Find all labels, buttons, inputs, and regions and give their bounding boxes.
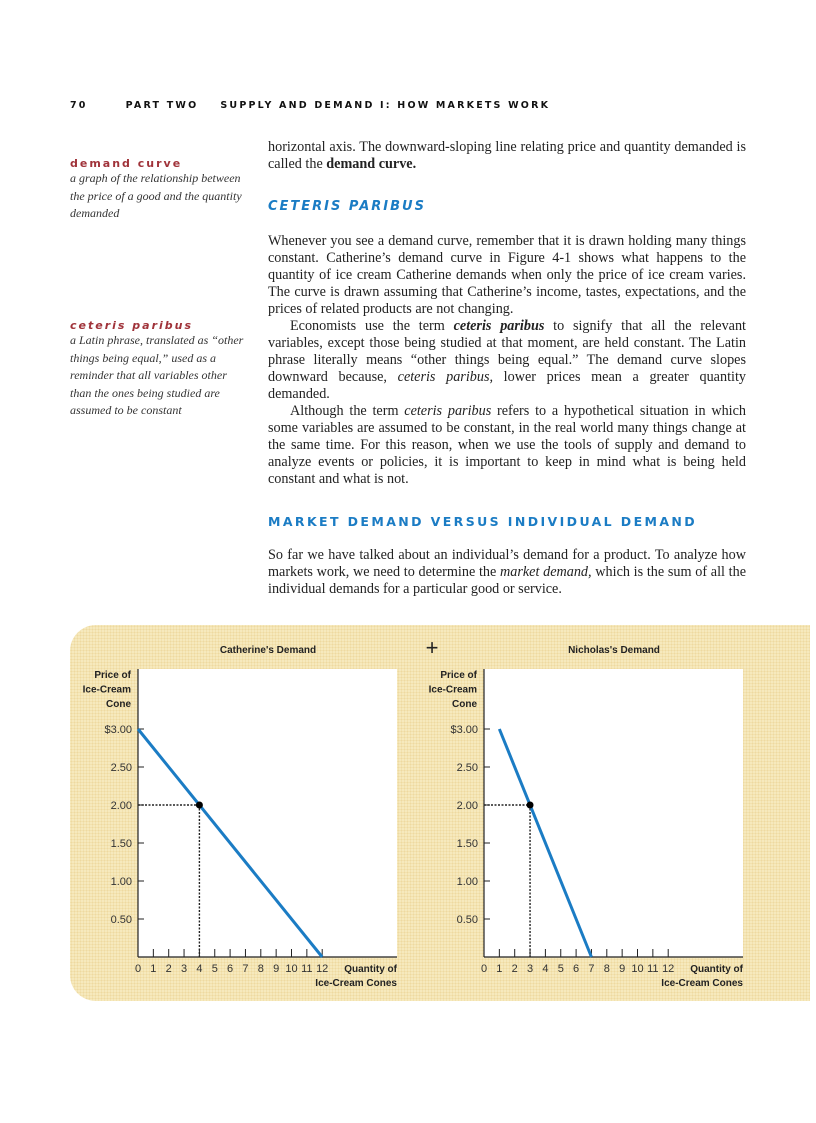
key-term: demand curve. — [326, 156, 417, 172]
x-tick-label: 2 — [511, 963, 518, 975]
margin-term: demand curve — [70, 157, 183, 170]
margin-note-ceteris-paribus — [70, 319, 250, 420]
x-tick-label: 1 — [496, 963, 503, 975]
x-tick-label: 11 — [301, 963, 313, 975]
x-tick-label: 5 — [557, 963, 564, 975]
y-axis-label: Cone — [452, 699, 477, 710]
x-tick-label: 10 — [285, 963, 298, 975]
x-tick-label: 11 — [647, 963, 659, 975]
text: Although the term — [290, 403, 405, 419]
emphasis: market demand, — [500, 564, 592, 580]
y-axis-label: Price of — [94, 670, 131, 681]
section-heading: MARKET DEMAND VERSUS INDIVIDUAL DEMAND — [268, 514, 698, 529]
highlight-point — [196, 802, 203, 809]
running-header — [70, 100, 550, 111]
y-axis-label: Price of — [440, 670, 477, 681]
text: So far we have talked about an individual’s demand for a product. To analyze how markets work, we need to determine the — [268, 547, 746, 580]
paragraph — [268, 318, 746, 403]
y-tick-label: 1.00 — [110, 876, 132, 888]
y-tick-label: 0.50 — [110, 914, 132, 926]
y-tick-label: $3.00 — [104, 724, 132, 736]
text: horizontal axis. The downward-sloping line relating price and quantity demanded is called the — [268, 139, 746, 172]
x-tick-label: 9 — [273, 963, 280, 975]
y-tick-label: 2.00 — [110, 800, 132, 812]
emphasis: ceteris paribus — [404, 403, 492, 419]
plot-area — [484, 669, 743, 957]
x-axis-label: Quantity of — [690, 964, 743, 975]
y-tick-label: 1.50 — [110, 838, 132, 850]
x-tick-label: 4 — [542, 963, 549, 975]
x-tick-label: 12 — [316, 963, 329, 975]
paragraph — [268, 139, 746, 173]
margin-definition: a graph of the relationship between the price of a good and the quantity demanded — [70, 171, 242, 220]
demand-charts — [70, 625, 810, 1001]
x-tick-label: 9 — [619, 963, 626, 975]
margin-note-demand-curve — [70, 157, 250, 223]
y-tick-label: 2.50 — [110, 762, 132, 774]
text: lower prices mean a greater quantity demanded. — [268, 369, 746, 402]
y-tick-label: $3.00 — [450, 724, 478, 736]
x-axis-label: Ice-Cream Cones — [315, 978, 397, 989]
y-tick-label: 0.50 — [456, 914, 478, 926]
text: which is the sum of all the individual demands for a particular good or service. — [268, 564, 746, 597]
plus-operator: + — [425, 635, 439, 660]
key-term: ceteris paribus — [453, 318, 545, 334]
text: to signify that all the relevant variables, except those being studied at that moment, are held constant. The Latin phrase literally means “other things being equal.” The demand curve slopes downward because, — [268, 318, 746, 385]
y-axis-label: Cone — [106, 699, 131, 710]
x-axis-label: Quantity of — [344, 964, 397, 975]
x-tick-label: 0 — [134, 963, 142, 975]
x-tick-label: 1 — [150, 963, 157, 975]
highlight-point — [527, 802, 534, 809]
x-tick-label: 5 — [211, 963, 218, 975]
chapter-title: SUPPLY AND DEMAND I: HOW MARKETS WORK — [220, 100, 551, 111]
section-heading: CETERIS PARIBUS — [268, 199, 426, 214]
y-tick-label: 2.00 — [456, 800, 478, 812]
section-text — [268, 233, 746, 488]
y-tick-label: 2.50 — [456, 762, 478, 774]
figure-panel — [70, 625, 810, 1001]
y-axis-label: Ice-Cream — [82, 684, 131, 696]
paragraph: Whenever you see a demand curve, remember that it is drawn holding many things constant. Catherine’s demand curve in Figure 4-1 shows what happens to the quantity of ice cream Catherine demands when only the price of ice cream varies. The curve is drawn assuming that Catherine’s income, tastes, expectations, and the prices of related products are not changing. — [268, 233, 746, 317]
x-tick-label: 7 — [242, 963, 249, 975]
x-tick-label: 4 — [196, 963, 203, 975]
plot-area — [138, 669, 397, 957]
x-tick-label: 0 — [480, 963, 488, 975]
x-tick-label: 8 — [257, 963, 264, 975]
x-tick-label: 12 — [662, 963, 675, 975]
y-tick-label: 1.50 — [456, 838, 478, 850]
margin-definition: a Latin phrase, translated as “other things being equal,” used as a reminder that all variables other than the ones being studied are assumed to be constant — [70, 333, 244, 417]
y-tick-label: 1.00 — [456, 876, 478, 888]
x-tick-label: 3 — [526, 963, 534, 975]
chart-title: Catherine's Demand — [219, 645, 317, 656]
x-tick-label: 6 — [573, 963, 580, 975]
x-tick-label: 3 — [180, 963, 188, 975]
page-number: 70 — [70, 100, 88, 111]
x-tick-label: 10 — [631, 963, 644, 975]
margin-term: ceteris paribus — [70, 319, 194, 332]
y-axis-label: Ice-Cream — [428, 684, 477, 696]
x-tick-label: 6 — [227, 963, 234, 975]
x-tick-label: 8 — [603, 963, 610, 975]
text: Economists use the term — [290, 318, 454, 334]
paragraph — [268, 403, 746, 488]
part-label: PART TWO — [125, 100, 199, 111]
emphasis: ceteris paribus, — [397, 369, 494, 385]
x-tick-label: 7 — [588, 963, 595, 975]
chart-title: Nicholas's Demand — [568, 645, 660, 656]
x-axis-label: Ice-Cream Cones — [661, 978, 743, 989]
paragraph — [268, 547, 746, 598]
text: refers to a hypothetical situation in which some variables are assumed to be constant, in the real world many things change at the same time. For this reason, when we use the tools of supply and demand to analyze events or policies, it is important to keep in mind what is being held constant and what is not. — [268, 403, 746, 487]
x-tick-label: 2 — [165, 963, 172, 975]
